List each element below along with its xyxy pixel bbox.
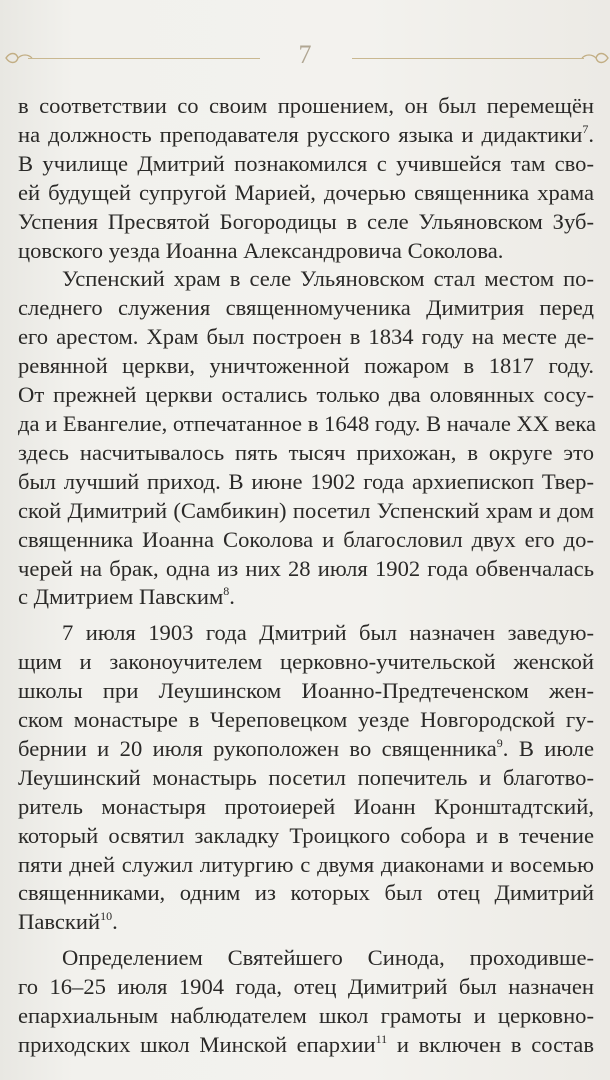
header-rule-right xyxy=(352,58,584,59)
text-line: пяти дней служил литургию с двумя диаконами и восемью xyxy=(18,851,594,877)
paragraph-2 xyxy=(18,265,597,612)
text-line: его арестом. Храм был построен в 1834 году на месте де- xyxy=(18,324,594,350)
paragraph-4 xyxy=(18,944,594,1060)
text-line: приходских школ Минской епархии$^{11}$ и включен в состав xyxy=(18,1032,594,1057)
text-line: с Дмитрием Павским$^8$. xyxy=(18,584,235,610)
text-line: бернии и 20 июля рукоположен во священника$^9$. В июле xyxy=(18,735,594,761)
text-line: Павский$^{10}$. xyxy=(18,909,118,935)
text-line: В училище Дмитрий познакомился с учившейся там сво- xyxy=(18,150,594,176)
text-line: 7 июля 1903 года Дмитрий был назначен заведую- xyxy=(62,620,594,646)
text-line: был лучший приход. В июне 1902 года архиепископ Твер- xyxy=(18,468,594,494)
footnote-ref[interactable]: 10 xyxy=(100,909,113,924)
text-line: священника Иоанна Соколова и благословил двух его до- xyxy=(18,526,594,552)
footnote-ref[interactable]: 9 xyxy=(496,735,503,750)
text-line: школы при Леушинском Иоанно-Предтеченском жен- xyxy=(18,678,594,704)
text-line: да и Евангелие, отпечатанное в 1648 году. В начале XX века xyxy=(18,410,597,436)
text-line: епархиальным наблюдателем школ грамоты и церковно- xyxy=(18,1003,594,1029)
text-line: черей на брак, одна из них 28 июля 1902 года обвенчалась xyxy=(18,555,594,581)
footnote-ref[interactable]: 7 xyxy=(582,121,589,136)
text-line: го 16–25 июля 1904 года, отец Димитрий был назначен xyxy=(18,974,594,1000)
text-line: священниками, одним из которых был отец Димитрий xyxy=(18,880,594,906)
text-line: ритель монастыря протоиерей Иоанн Кронштадтский, xyxy=(18,793,594,819)
right-ornament-icon xyxy=(580,48,610,68)
text-line: Определением Святейшего Синода, проходивше- xyxy=(62,945,594,971)
footnote-ref[interactable]: 11 xyxy=(375,1032,388,1046)
paragraph-3 xyxy=(18,619,594,937)
text-line: Успенский храм в селе Ульяновском стал местом по- xyxy=(62,266,594,292)
text-line: Леушинский монастырь посетил попечитель и благотво- xyxy=(18,764,594,790)
text-line: ском монастыре в Череповецком уезде Новгородской гу- xyxy=(18,707,594,733)
text-line: ей будущей супругой Марией, дочерью священника храма xyxy=(18,179,594,205)
text-line: который освятил закладку Троицкого собора и в течение xyxy=(18,822,594,848)
text-line: Успения Пресвятой Богородицы в селе Ульяновском Зуб- xyxy=(18,208,594,234)
page-number: 7 xyxy=(298,40,312,69)
text-line: здесь насчитывалось пять тысяч прихожан, в округе это xyxy=(18,439,594,465)
text-line: ревянной церкви, уничтоженной пожаром в 1817 году. xyxy=(18,353,594,379)
text-line: ской Димитрий (Самбикин) посетил Успенский храм и дом xyxy=(18,497,594,523)
text-line: в соответствии со своим прошением, он был перемещён xyxy=(18,93,594,118)
text-line: От прежней церкви остались только два оловянных сосу- xyxy=(18,382,594,408)
text-line: на должность преподавателя русского языка и дидактики$^7$. xyxy=(18,121,594,147)
text-line: следнего служения священномученика Димитрия перед xyxy=(18,295,594,321)
text-line: цовского уезда Иоанна Александровича Соколова. xyxy=(18,237,504,263)
footnote-ref[interactable]: 8 xyxy=(223,584,230,599)
paragraph-1 xyxy=(18,92,594,265)
text-line: щим и законоучителем церковно-учительской женской xyxy=(18,649,594,675)
body-text xyxy=(18,92,597,1060)
